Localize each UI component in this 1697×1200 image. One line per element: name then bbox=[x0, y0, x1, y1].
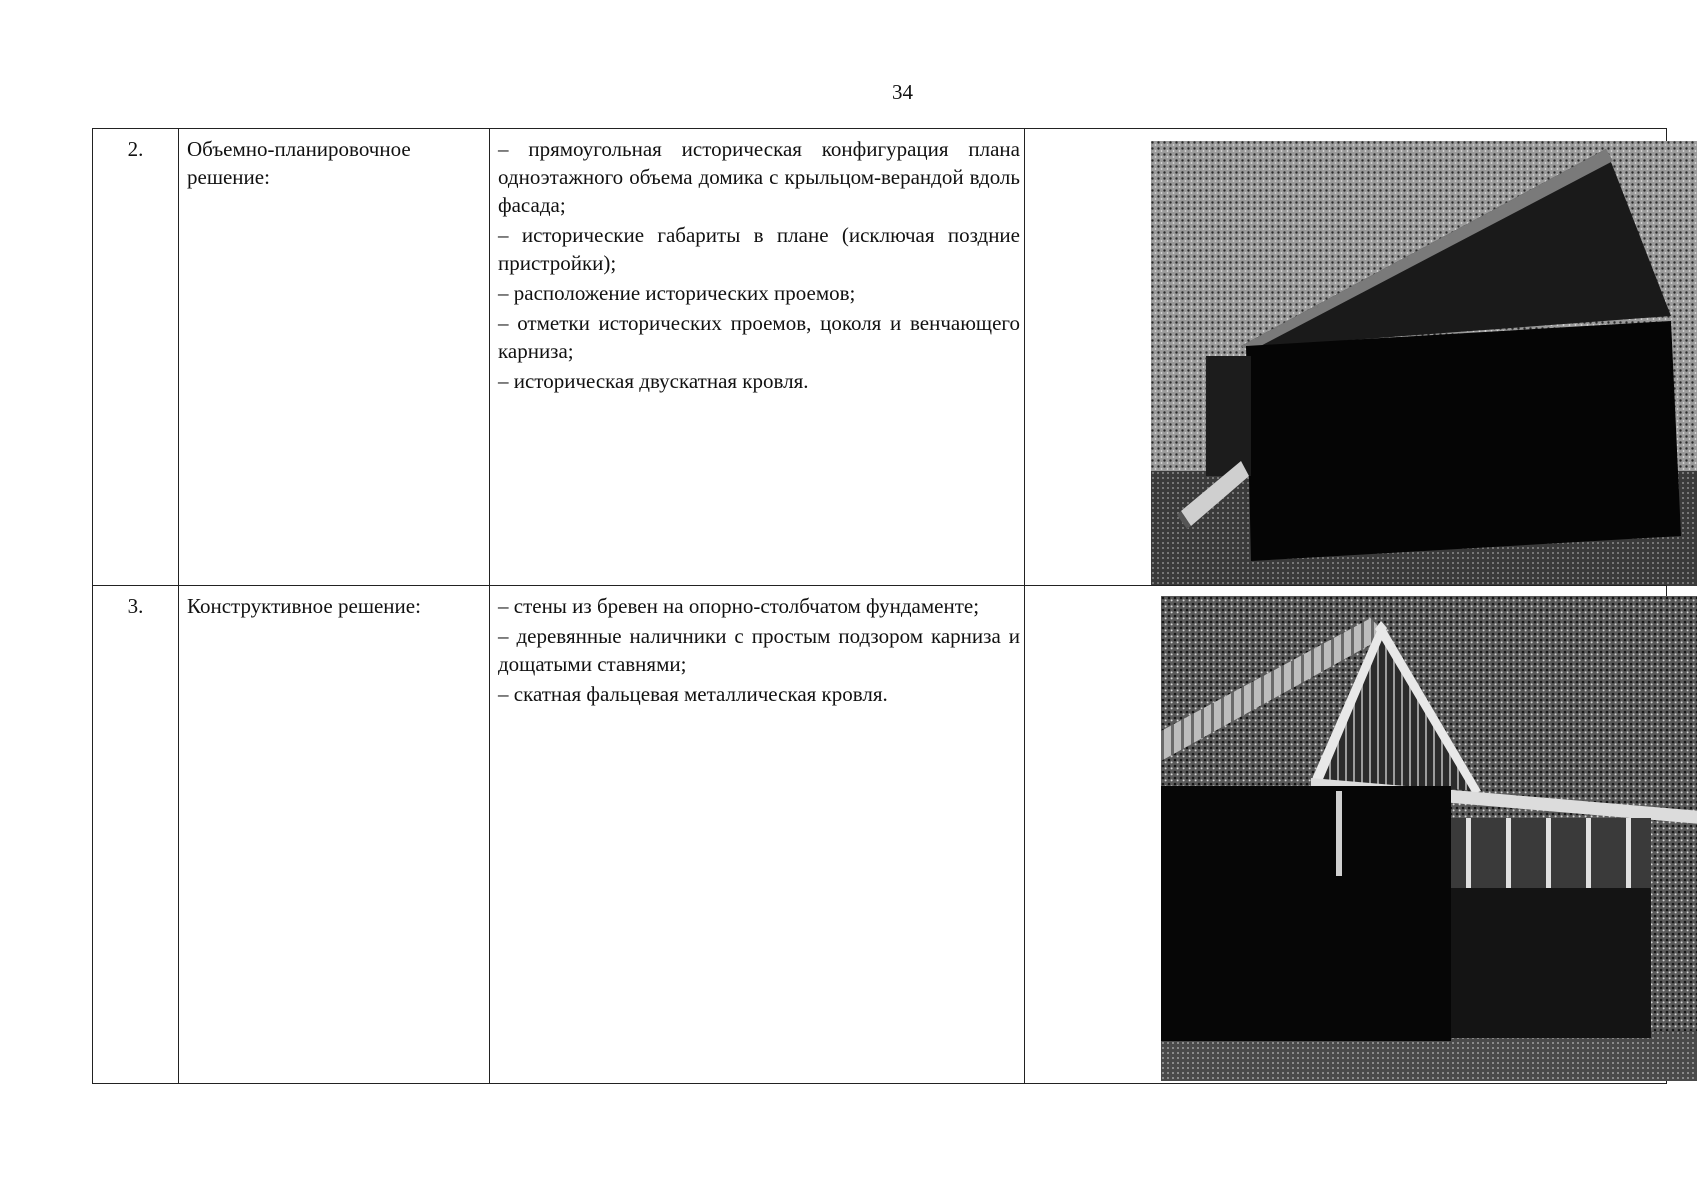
list-item: – скатная фальцевая металлическая кровля. bbox=[498, 682, 888, 706]
row-photo-cell bbox=[1024, 586, 1667, 1083]
row-label: Конструктивное решение: bbox=[178, 586, 489, 1083]
table-row bbox=[92, 585, 1667, 1084]
list-item: – отметки исторических проемов, цоколя и венчающего карниза; bbox=[498, 311, 1020, 363]
row-photo-cell bbox=[1024, 129, 1667, 586]
features-table bbox=[92, 128, 1667, 1083]
row-label: Объемно-планировочное решение: bbox=[178, 129, 489, 586]
table-row bbox=[92, 128, 1667, 586]
list-item: – деревянные наличники с простым подзором карниза и дощатыми ставнями; bbox=[498, 624, 1020, 676]
list-item: – исторические габариты в плане (исключая поздние пристройки); bbox=[498, 223, 1020, 275]
house-side-view-photo bbox=[1151, 141, 1697, 586]
row-description bbox=[489, 586, 1024, 1083]
house-gable-veranda-photo bbox=[1161, 596, 1697, 1081]
row-number: 3. bbox=[92, 586, 178, 1083]
row-number: 2. bbox=[92, 129, 178, 586]
page-number: 34 bbox=[892, 80, 913, 104]
list-item: – стены из бревен на опорно-столбчатом фундаменте; bbox=[498, 594, 980, 618]
list-item: – историческая двускатная кровля. bbox=[498, 369, 809, 393]
row-description bbox=[489, 129, 1024, 586]
list-item: – прямоугольная историческая конфигурация плана одноэтажного объема домика с крыльцом-верандой вдоль фасада; bbox=[498, 137, 1020, 217]
list-item: – расположение исторических проемов; bbox=[498, 281, 856, 305]
